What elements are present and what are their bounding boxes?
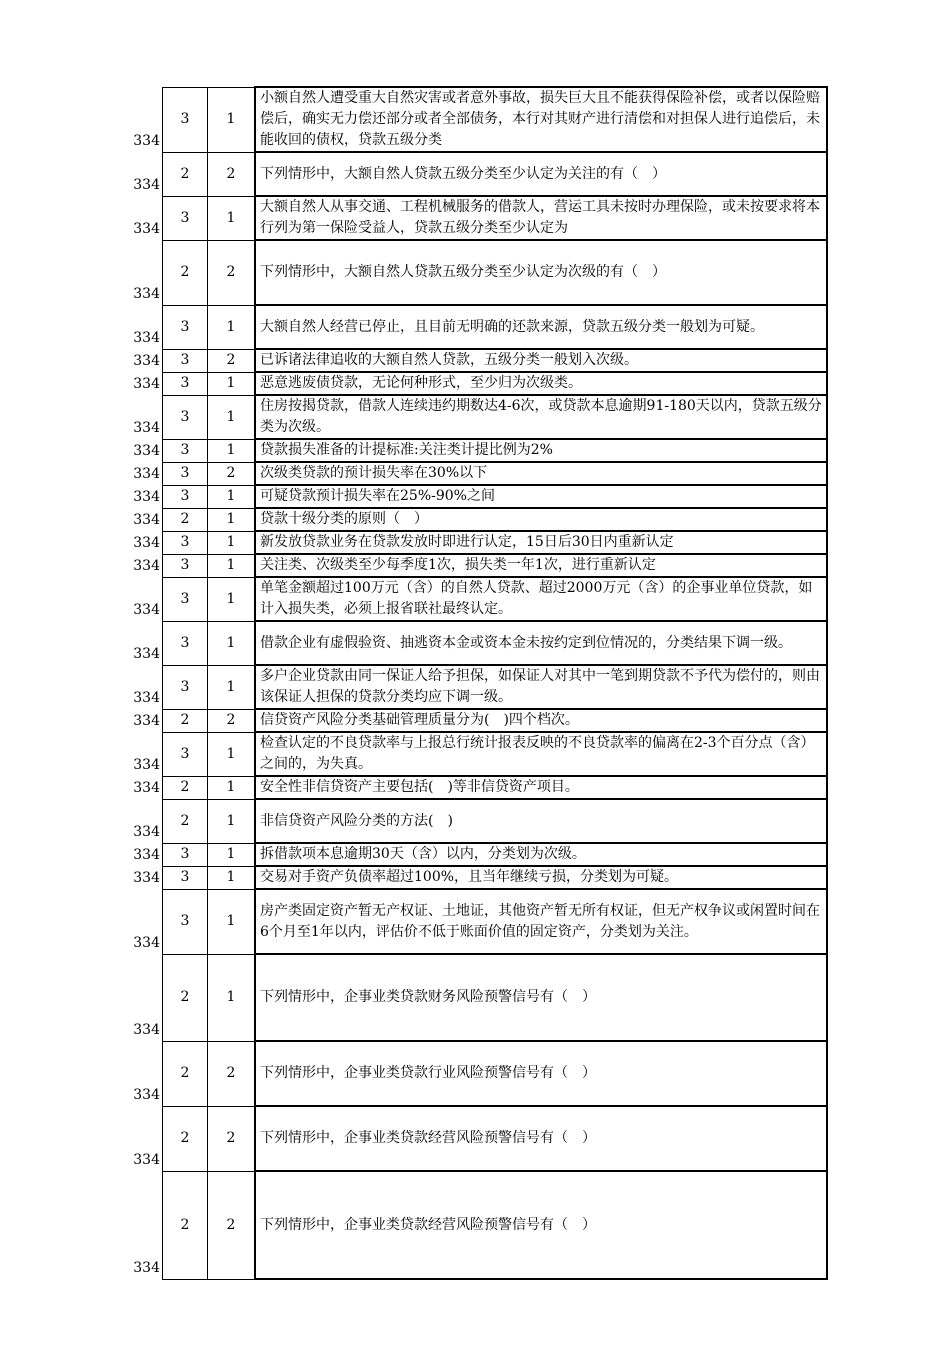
table-row bbox=[108, 889, 827, 954]
row-id-cell[interactable]: 334 bbox=[133, 757, 160, 773]
question-text: 已诉诸法律追收的大额自然人贷款，五级分类一般划入次级。 bbox=[260, 352, 638, 368]
question-type-cell[interactable]: 2 bbox=[163, 776, 208, 799]
score-cell[interactable]: 1 bbox=[208, 577, 256, 621]
question-text-cell[interactable] bbox=[255, 577, 827, 621]
question-text: 交易对手资产负债率超过100%，且当年继续亏损，分类划为可疑。 bbox=[260, 869, 679, 885]
row-id-cell[interactable]: 334 bbox=[133, 221, 160, 237]
question-type-cell[interactable]: 3 bbox=[163, 462, 208, 485]
question-text: 下列情形中，大额自然人贷款五级分类至少认定为次级的有（ ） bbox=[260, 264, 666, 280]
question-type-cell[interactable]: 3 bbox=[163, 395, 208, 439]
question-text: 信贷资产风险分类基础管理质量分为( )四个档次。 bbox=[260, 712, 579, 728]
question-type-cell[interactable]: 2 bbox=[163, 152, 208, 196]
question-type-cell[interactable]: 2 bbox=[163, 954, 208, 1041]
question-text: 下列情形中，企事业类贷款经营风险预警信号有（ ） bbox=[260, 1130, 596, 1146]
question-text-cell[interactable] bbox=[255, 240, 827, 305]
score-cell[interactable]: 2 bbox=[208, 152, 256, 196]
question-type-cell[interactable]: 2 bbox=[163, 1171, 208, 1279]
question-text-cell[interactable] bbox=[255, 305, 827, 349]
row-id-cell[interactable]: 334 bbox=[133, 690, 160, 706]
score-cell[interactable]: 2 bbox=[208, 1171, 256, 1279]
table-row bbox=[108, 732, 827, 776]
row-id-cell[interactable]: 334 bbox=[133, 133, 160, 149]
question-type-cell[interactable]: 3 bbox=[163, 439, 208, 462]
question-text-cell[interactable] bbox=[255, 531, 827, 554]
score-cell[interactable]: 1 bbox=[208, 776, 256, 799]
table-row bbox=[108, 152, 827, 196]
row-id-cell[interactable]: 334 bbox=[133, 780, 160, 796]
question-text: 下列情形中，企事业类贷款财务风险预警信号有（ ） bbox=[260, 989, 596, 1005]
score-cell[interactable]: 1 bbox=[208, 372, 256, 395]
row-id-cell[interactable]: 334 bbox=[133, 420, 160, 436]
score-cell[interactable]: 1 bbox=[208, 889, 256, 954]
question-text: 贷款十级分类的原则（ ） bbox=[260, 511, 428, 527]
table-row bbox=[108, 485, 827, 508]
row-id-cell[interactable]: 334 bbox=[133, 1022, 160, 1038]
question-type-cell[interactable]: 3 bbox=[163, 196, 208, 240]
question-text-cell[interactable] bbox=[255, 732, 827, 776]
question-type-cell[interactable]: 3 bbox=[163, 372, 208, 395]
score-cell[interactable]: 1 bbox=[208, 87, 256, 152]
score-cell[interactable]: 1 bbox=[208, 395, 256, 439]
question-text: 单笔金额超过100万元（含）的自然人贷款、超过2000万元（含）的企事业单位贷款，如计入损失类，必须上报省联社最终认定。 bbox=[260, 580, 813, 617]
score-cell[interactable]: 1 bbox=[208, 843, 256, 866]
table-row bbox=[108, 1041, 827, 1106]
table-body bbox=[108, 87, 827, 1279]
table-row bbox=[108, 439, 827, 462]
table-row bbox=[108, 776, 827, 799]
score-cell[interactable]: 2 bbox=[208, 349, 256, 372]
table-row bbox=[108, 1106, 827, 1171]
score-cell[interactable]: 1 bbox=[208, 732, 256, 776]
question-text-cell[interactable] bbox=[255, 709, 827, 732]
question-text-cell[interactable] bbox=[255, 1106, 827, 1171]
question-text-cell[interactable] bbox=[255, 439, 827, 462]
table-row bbox=[108, 240, 827, 305]
question-text-cell[interactable] bbox=[255, 954, 827, 1041]
table-row bbox=[108, 462, 827, 485]
question-type-cell[interactable]: 3 bbox=[163, 577, 208, 621]
row-id-cell[interactable]: 334 bbox=[133, 1152, 160, 1168]
row-id-cell[interactable]: 334 bbox=[133, 330, 160, 346]
spreadsheet bbox=[108, 86, 828, 1280]
table-row bbox=[108, 621, 827, 665]
question-text: 非信贷资产风险分类的方法( ) bbox=[260, 812, 453, 829]
question-text: 房产类固定资产暂无产权证、土地证，其他资产暂无所有权证，但无产权争议或闲置时间在6个月至1年以内，评估价不低于账面价值的固定资产，分类划为关注。 bbox=[260, 902, 820, 940]
question-text-cell[interactable] bbox=[255, 395, 827, 439]
question-text-cell[interactable] bbox=[255, 776, 827, 799]
question-text-cell[interactable] bbox=[255, 889, 827, 954]
question-type-cell[interactable]: 3 bbox=[163, 843, 208, 866]
question-text: 多户企业贷款由同一保证人给予担保，如保证人对其中一笔到期贷款不予代为偿付的，则由该保证人担保的贷款分类均应下调一级。 bbox=[260, 668, 820, 705]
score-cell[interactable]: 1 bbox=[208, 866, 256, 889]
question-type-cell[interactable]: 2 bbox=[163, 240, 208, 305]
score-cell[interactable]: 1 bbox=[208, 954, 256, 1041]
question-text: 下列情形中，大额自然人贷款五级分类至少认定为关注的有（ ） bbox=[260, 165, 666, 182]
score-cell[interactable]: 1 bbox=[208, 305, 256, 349]
table-row bbox=[108, 799, 827, 843]
question-text: 住房按揭贷款，借款人连续违约期数达4-6次，或贷款本息逾期91-180天以内，贷款五级分类为次级。 bbox=[260, 398, 822, 435]
question-text: 大额自然人从事交通、工程机械服务的借款人，营运工具未按时办理保险，或未按要求将本行列为第一保险受益人，贷款五级分类至少认定为 bbox=[260, 199, 820, 236]
question-table bbox=[108, 86, 828, 1280]
question-text-cell[interactable] bbox=[255, 372, 827, 395]
question-type-cell[interactable]: 3 bbox=[163, 531, 208, 554]
table-row bbox=[108, 554, 827, 577]
table-row bbox=[108, 349, 827, 372]
question-type-cell[interactable]: 2 bbox=[163, 709, 208, 732]
row-id-cell[interactable]: 334 bbox=[133, 376, 160, 392]
score-cell[interactable]: 1 bbox=[208, 799, 256, 843]
score-cell[interactable]: 2 bbox=[208, 1106, 256, 1171]
question-text-cell[interactable] bbox=[255, 665, 827, 709]
question-text: 可疑贷款预计损失率在25%-90%之间 bbox=[260, 488, 495, 504]
table-row bbox=[108, 866, 827, 889]
row-id-cell[interactable]: 334 bbox=[133, 824, 160, 840]
table-row bbox=[108, 1171, 827, 1279]
row-id-cell[interactable]: 334 bbox=[133, 466, 160, 482]
row-id-cell[interactable]: 334 bbox=[133, 177, 160, 193]
question-type-cell[interactable]: 2 bbox=[163, 799, 208, 843]
row-id-cell[interactable]: 334 bbox=[133, 535, 160, 551]
table-row bbox=[108, 954, 827, 1041]
question-text-cell[interactable] bbox=[255, 621, 827, 665]
question-text: 小额自然人遭受重大自然灾害或者意外事故，损失巨大且不能获得保险补偿，或者以保险赔偿后，确实无力偿还部分或者全部债务，本行对其财产进行清偿和对担保人进行追偿后，未能收回的债权，贷款五级分类 bbox=[260, 90, 820, 148]
question-text-cell[interactable] bbox=[255, 799, 827, 843]
score-cell[interactable]: 1 bbox=[208, 196, 256, 240]
question-text: 拆借款项本息逾期30天（含）以内，分类划为次级。 bbox=[260, 846, 586, 862]
question-text: 检查认定的不良贷款率与上报总行统计报表反映的不良贷款率的偏离在2-3个百分点（含）之间的，为失真。 bbox=[260, 735, 815, 772]
question-type-cell[interactable]: 3 bbox=[163, 87, 208, 152]
question-text: 大额自然人经营已停止，且目前无明确的还款来源，贷款五级分类一般划为可疑。 bbox=[260, 318, 764, 335]
question-type-cell[interactable]: 3 bbox=[163, 866, 208, 889]
question-text: 下列情形中，企事业类贷款经营风险预警信号有（ ） bbox=[260, 1216, 596, 1233]
question-text: 安全性非信贷资产主要包括( )等非信贷资产项目。 bbox=[260, 779, 579, 795]
question-type-cell[interactable]: 3 bbox=[163, 732, 208, 776]
row-id-cell[interactable]: 334 bbox=[133, 443, 160, 459]
table-row bbox=[108, 843, 827, 866]
question-text-cell[interactable] bbox=[255, 554, 827, 577]
table-row bbox=[108, 395, 827, 439]
question-type-cell[interactable]: 3 bbox=[163, 349, 208, 372]
question-text: 关注类、次级类至少每季度1次，损失类一年1次，进行重新认定 bbox=[260, 557, 656, 573]
score-cell[interactable]: 1 bbox=[208, 554, 256, 577]
score-cell[interactable]: 1 bbox=[208, 665, 256, 709]
row-id-cell[interactable]: 334 bbox=[133, 713, 160, 729]
score-cell[interactable]: 1 bbox=[208, 621, 256, 665]
question-text-cell[interactable] bbox=[255, 462, 827, 485]
question-text: 下列情形中，企事业类贷款行业风险预警信号有（ ） bbox=[260, 1065, 596, 1081]
row-id-cell[interactable]: 334 bbox=[133, 558, 160, 574]
table-row bbox=[108, 531, 827, 554]
question-text: 借款企业有虚假验资、抽逃资本金或资本金未按约定到位情况的，分类结果下调一级。 bbox=[260, 634, 792, 651]
row-id-cell[interactable]: 334 bbox=[133, 1260, 160, 1276]
table-row bbox=[108, 508, 827, 531]
row-id-cell[interactable]: 334 bbox=[133, 602, 160, 618]
question-text-cell[interactable] bbox=[255, 508, 827, 531]
question-text-cell[interactable] bbox=[255, 866, 827, 889]
score-cell[interactable]: 2 bbox=[208, 709, 256, 732]
row-id-cell[interactable]: 334 bbox=[133, 646, 160, 662]
table-row bbox=[108, 577, 827, 621]
question-type-cell[interactable]: 3 bbox=[163, 305, 208, 349]
score-cell[interactable]: 1 bbox=[208, 508, 256, 531]
score-cell[interactable]: 1 bbox=[208, 485, 256, 508]
row-id-cell[interactable]: 334 bbox=[133, 935, 160, 951]
question-type-cell[interactable]: 3 bbox=[163, 554, 208, 577]
question-type-cell[interactable]: 3 bbox=[163, 485, 208, 508]
question-type-cell[interactable]: 3 bbox=[163, 665, 208, 709]
question-text-cell[interactable] bbox=[255, 196, 827, 240]
row-id-cell[interactable]: 334 bbox=[133, 286, 160, 302]
score-cell[interactable]: 2 bbox=[208, 462, 256, 485]
question-type-cell[interactable]: 2 bbox=[163, 1041, 208, 1106]
score-cell[interactable]: 1 bbox=[208, 531, 256, 554]
table-row bbox=[108, 372, 827, 395]
question-type-cell[interactable]: 3 bbox=[163, 889, 208, 954]
score-cell[interactable]: 2 bbox=[208, 1041, 256, 1106]
question-text: 贷款损失准备的计提标准:关注类计提比例为2% bbox=[260, 442, 553, 458]
table-row bbox=[108, 87, 827, 152]
question-text-cell[interactable] bbox=[255, 87, 827, 152]
score-cell[interactable]: 2 bbox=[208, 240, 256, 305]
question-text-cell[interactable] bbox=[255, 485, 827, 508]
question-type-cell[interactable]: 3 bbox=[163, 621, 208, 665]
question-text: 新发放贷款业务在贷款发放时即进行认定，15日后30日内重新认定 bbox=[260, 534, 674, 550]
row-id-cell[interactable]: 334 bbox=[133, 353, 160, 369]
question-text-cell[interactable] bbox=[255, 349, 827, 372]
row-id-cell[interactable]: 334 bbox=[133, 1087, 160, 1103]
row-id-cell[interactable]: 334 bbox=[133, 870, 160, 886]
question-text-cell[interactable] bbox=[255, 1171, 827, 1279]
question-text: 恶意逃废债贷款，无论何种形式，至少归为次级类。 bbox=[260, 375, 582, 391]
row-id-cell[interactable]: 334 bbox=[133, 489, 160, 505]
question-type-cell[interactable]: 2 bbox=[163, 508, 208, 531]
question-text-cell[interactable] bbox=[255, 152, 827, 196]
table-row bbox=[108, 665, 827, 709]
row-id-cell[interactable]: 334 bbox=[133, 847, 160, 863]
question-text: 次级类贷款的预计损失率在30%以下 bbox=[260, 465, 488, 481]
table-row bbox=[108, 196, 827, 240]
question-text-cell[interactable] bbox=[255, 1041, 827, 1106]
row-id-cell[interactable]: 334 bbox=[133, 512, 160, 528]
score-cell[interactable]: 1 bbox=[208, 439, 256, 462]
question-type-cell[interactable]: 2 bbox=[163, 1106, 208, 1171]
table-row bbox=[108, 709, 827, 732]
table-row bbox=[108, 305, 827, 349]
question-text-cell[interactable] bbox=[255, 843, 827, 866]
